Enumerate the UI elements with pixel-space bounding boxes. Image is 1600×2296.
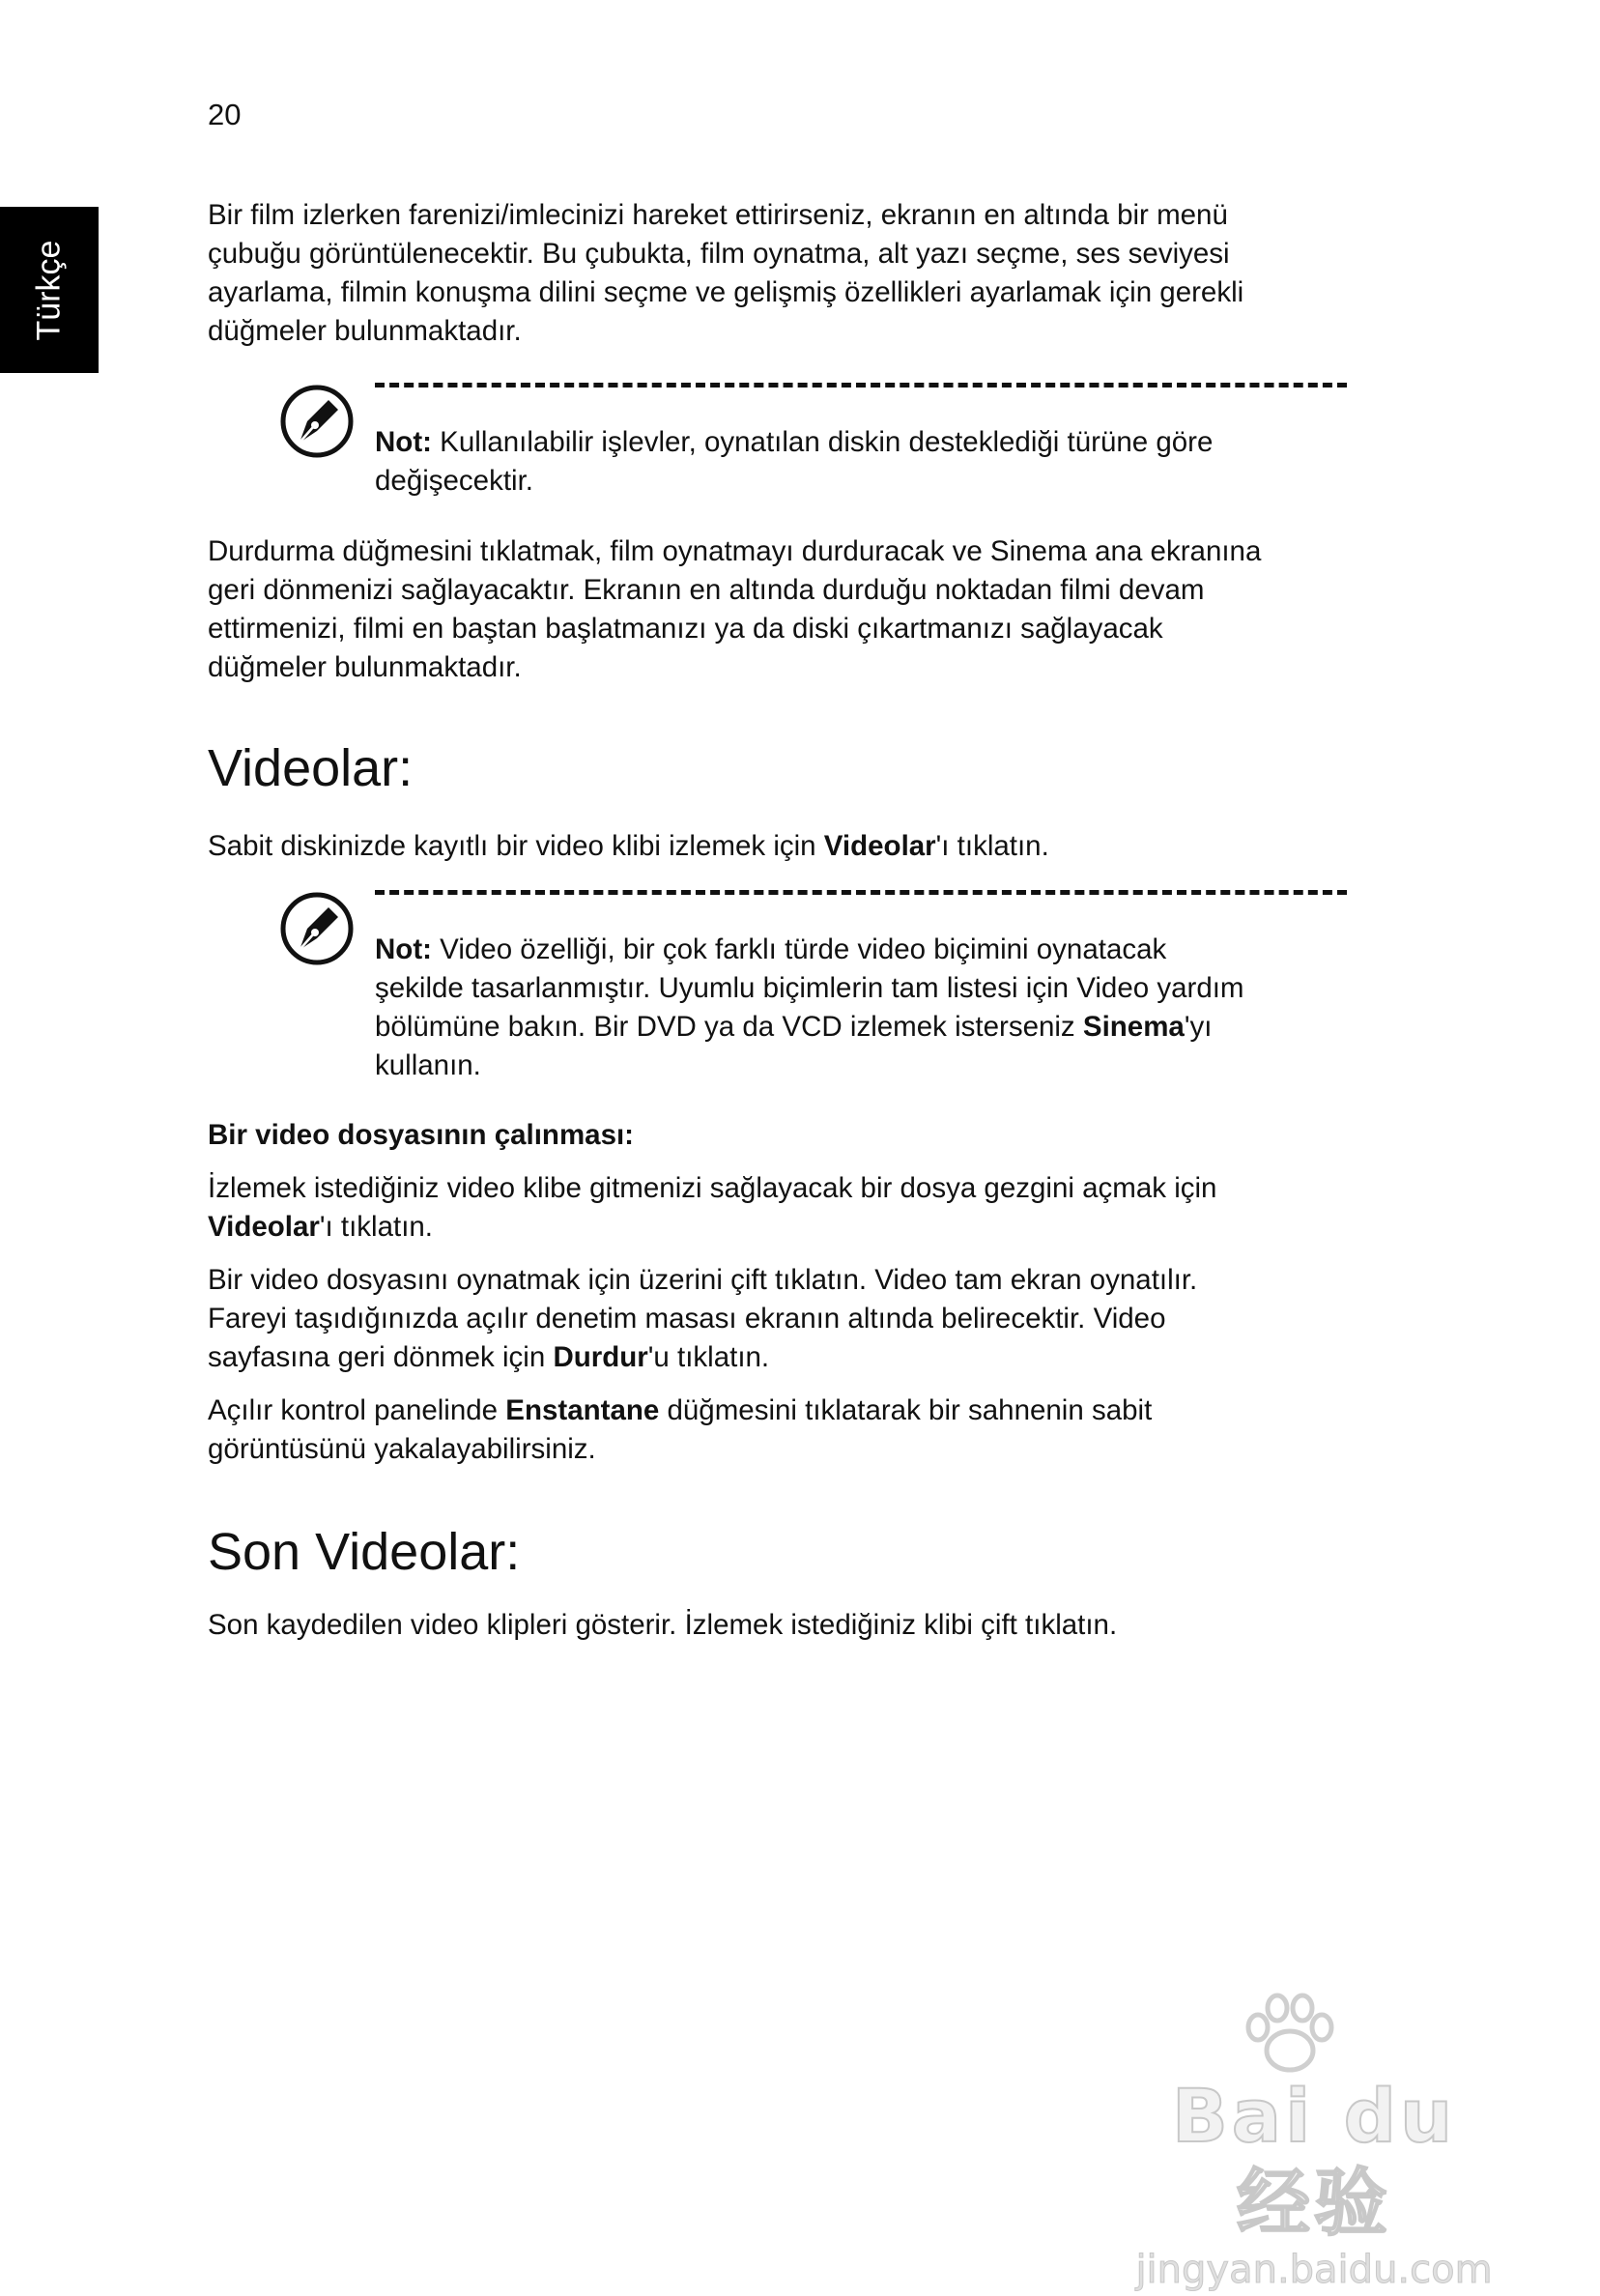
note-line: Kullanılabilir işlevler, oynatılan diskin desteklediği türüne göre: [431, 426, 1214, 458]
text-run: 'u tıklatın.: [647, 1341, 770, 1373]
paragraph-line: düğmeler bulunmaktadır.: [208, 651, 522, 683]
language-tab: [0, 207, 99, 373]
videolar-intro: [208, 827, 1348, 866]
bold-term: Durdur: [553, 1341, 648, 1373]
intro-line: çubuğu görüntülenecektir. Bu çubukta, film oynatma, alt yazı seçme, ses seviyesi: [208, 238, 1230, 270]
bold-term: Videolar: [823, 830, 936, 862]
note-box: [278, 890, 1348, 1085]
note-line: 'yı: [1184, 1011, 1213, 1043]
paragraph-line: görüntüsünü yakalayabilirsiniz.: [208, 1433, 596, 1465]
paragraph-line: Fareyi taşıdığınızda açılır denetim masası ekranın altında belirecektir. Video: [208, 1303, 1166, 1335]
paragraph-line: Bir video dosyasını oynatmak için üzerini çift tıklatın. Video tam ekran oynatılır.: [208, 1264, 1198, 1296]
intro-line: Bir film izlerken farenizi/imlecinizi hareket ettirirseniz, ekranın en altında bir menü: [208, 199, 1228, 231]
note-label: Not:: [375, 933, 432, 965]
bold-term: Videolar: [208, 1211, 320, 1243]
paragraph-line: geri dönmenizi sağlayacaktır. Ekranın en altında durduğu noktadan filmi devam: [208, 574, 1205, 606]
note-pen-icon: [278, 383, 356, 460]
watermark-url: jingyan.baidu.com: [1135, 2248, 1493, 2292]
page-number: 20: [208, 98, 242, 131]
playing-subheading: Bir video dosyasının çalınması:: [208, 1119, 635, 1151]
paragraph-line: Durdurma düğmesini tıklatmak, film oynatmayı durduracak ve Sinema ana ekranına: [208, 535, 1262, 567]
text-run: 'ı tıklatın.: [935, 830, 1049, 862]
intro-line: düğmeler bulunmaktadır.: [208, 315, 522, 347]
note-pen-icon: [278, 890, 356, 967]
page-content: [208, 196, 1348, 1645]
note-divider: [375, 890, 1347, 895]
note-line: değişecektir.: [375, 465, 533, 497]
note-text: [375, 931, 1348, 1085]
note-line: Video özelliği, bir çok farklı türde video biçimini oynatacak: [431, 933, 1167, 965]
stop-paragraph: [208, 532, 1348, 687]
note-label: Not:: [375, 426, 432, 458]
note-text: [375, 423, 1348, 501]
playing-paragraph-3: [208, 1392, 1348, 1469]
baidu-watermark: [1121, 2039, 1507, 2292]
son-videolar-heading: Son Videolar:: [208, 1523, 521, 1581]
text-run: sayfasına geri dönmek için: [208, 1341, 554, 1373]
text-run: Sabit diskinizde kayıtlı bir video klibi izlemek için: [208, 830, 824, 862]
note-line: kullanın.: [375, 1049, 481, 1081]
text-run: 'ı tıklatın.: [319, 1211, 433, 1243]
language-tab-label: Türkçe: [30, 240, 68, 340]
playing-paragraph-1: [208, 1169, 1348, 1247]
note-line: bölümüne bakın. Bir DVD ya da VCD izlemek isterseniz: [375, 1011, 1083, 1043]
paragraph-line: ettirmenizi, filmi en baştan başlatmanızı ya da diski çıkartmanızı sağlayacak: [208, 613, 1163, 645]
note-divider: [375, 383, 1347, 387]
son-videolar-text: Son kaydedilen video klipleri gösterir. İzlemek istediğiniz klibi çift tıklatın.: [208, 1609, 1118, 1641]
note-line: şekilde tasarlanmıştır. Uyumlu biçimlerin tam listesi için Video yardım: [375, 972, 1244, 1004]
note-box: [278, 383, 1348, 501]
videolar-heading: Videolar:: [208, 739, 414, 797]
intro-line: ayarlama, filmin konuşma dilini seçme ve gelişmiş özellikleri ayarlamak için gerekli: [208, 276, 1244, 308]
paw-logo-icon: [1237, 1991, 1343, 2078]
bold-term: Enstantane: [505, 1394, 660, 1426]
text-run: düğmesini tıklatarak bir sahnenin sabit: [659, 1394, 1153, 1426]
watermark-logo: Bai du 经验: [1171, 2073, 1457, 2246]
text-run: Açılır kontrol panelinde: [208, 1394, 506, 1426]
bold-term: Sinema: [1082, 1011, 1185, 1043]
paragraph-line: İzlemek istediğiniz video klibe gitmenizi sağlayacak bir dosya gezgini açmak için: [208, 1172, 1217, 1204]
playing-paragraph-2: [208, 1261, 1348, 1377]
intro-paragraph: [208, 196, 1348, 351]
